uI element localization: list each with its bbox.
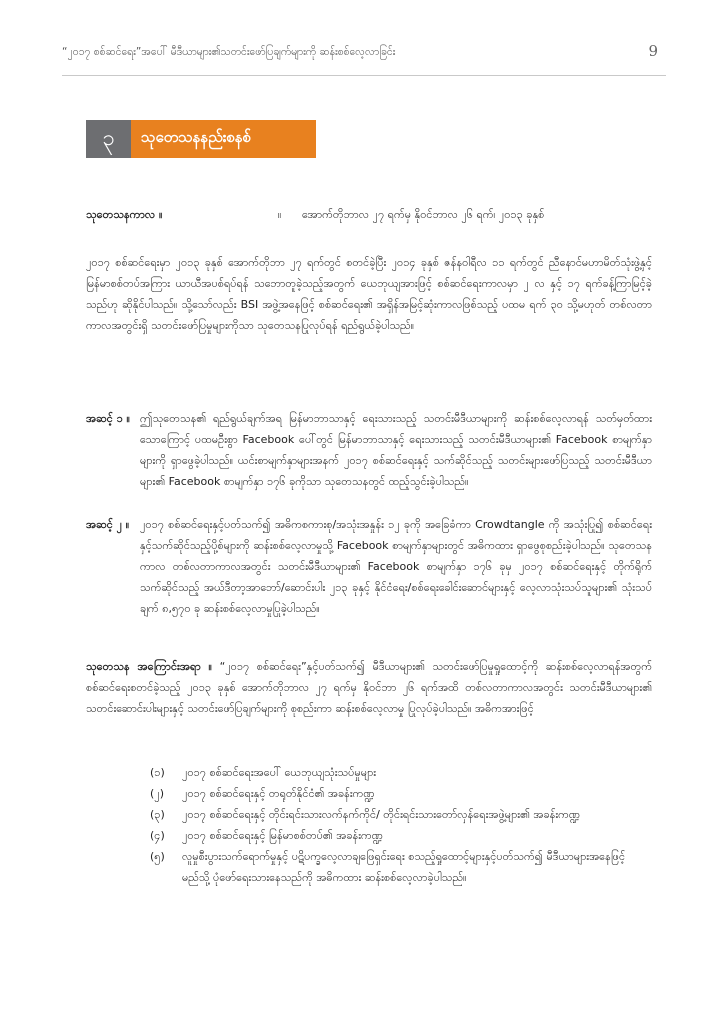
list-item [150,825,650,846]
research-period-row [86,204,652,225]
list-item-text: ၂၀၁၇ စစ်ဆင်ရေးနှင့် တရုတ်နိုင်ငံ၏ အခန်းကဏ္ဍ [182,787,375,800]
list-item [150,783,650,804]
step-2-label: အဆင့် ၂ ။ [86,518,130,531]
list-item-marker: (၅) [150,850,165,863]
research-period [86,204,652,225]
topics-list [150,762,650,888]
header-divider [62,75,666,76]
list-item-text: ၂၀၁၇ စစ်ဆင်ရေးနှင့် တိုင်းရင်းသားလက်နက်ကိုင်/ တိုင်းရင်းသားတော်လှန်ရေးအဖွဲ့များ၏ အခန်းကဏ္ဍ [182,808,580,821]
list-item-marker: (၃) [150,808,165,821]
section-number: ၃ [86,120,131,158]
step-2 [86,514,652,619]
step-2-text: ၂၀၁၇ စစ်ဆင်ရေးနှင့်ပတ်သက်၍ အဓိကစကားစု/အသုံးအနှုန်း ၁၂ ခုကို အခြေခံကာ Crowdtangle ကို အသုံးပြု၍ စစ်ဆင်ရေးနှင့်သက်ဆိုင်သည့်ပို့စ်များကို ဆန်းစစ်လေ့လာမှုသို့ Facebook စာမျက်နှာများတွင် အဓိကထား ရှာဖွေစုစည်းခဲ့ပါသည်။ သုတေသနကာလ တစ်လတာကာလအတွင်း သတင်းမီဒီယာများ၏ Facebook စာမျက်နှာ ၁၇၆ ခုမှ ၂၀၁၇ စစ်ဆင်ရေးနှင့် တိုက်ရိုက်သက်ဆိုင်သည့် အယ်ဒီတာ့အာဘော်/ဆောင်းပါး ၂၁၃ ခုနှင့် နိုင်ငံရေး/စစ်ရေးခေါင်းဆောင်များနှင့် လေ့လာသုံးသပ်သူများ၏ သုံးသပ်ချက် ၈,၅၇၀ ခု ဆန်းစစ်လေ့လာမှုပြုခဲ့ပါသည်။ [140,518,653,615]
research-topics [86,656,652,719]
section-banner [86,120,316,158]
list-item [150,762,650,783]
list-item-text: လူမှုစီးပွားသက်ရောက်မှုနှင့် ပဋိပက္ခလေ့လာချဖြေရှင်းရေး စသည့်ရှုထောင့်များနှင့်ပတ်သက်၍ မီဒီယာများအနေဖြင့် မည်သို့ ပုံဖော်ရေးသားနေသည်ကို အဓိကထား ဆန်းစစ်လေ့လာခဲ့ပါသည်။ [182,850,626,884]
list-item [150,846,650,888]
header-title: “၂၀၁၇ စစ်ဆင်ရေး”အပေါ် မီဒီယာများ၏သတင်းဖော်ပြချက်များကို ဆန်းစစ်လေ့လာခြင်း [62,46,396,58]
intro-paragraph [86,252,652,336]
list-item-marker: (၁) [150,766,165,779]
research-period-value: အောက်တိုဘာလ ၂၇ ရက်မှ နိုဝင်ဘာလ ၂၆ ရက်၊ ၂၀၁၃ ခုနှစ် [302,208,545,221]
topics-intro [86,656,652,719]
step-1-label: အဆင့် ၁ ။ [86,412,131,425]
list-item [150,804,650,825]
page-number: 9 [648,42,658,60]
intro-text: ၂၀၁၇ စစ်ဆင်ရေးမှာ ၂၀၁၃ ခုနှစ် အောက်တိုဘာ ၂၇ ရက်တွင် စတင်ခဲ့ပြီး ၂၀၁၄ ခုနှစ် ဇန်နဝါရီလ ၁၁ ရက်တွင် ညီနောင်မဟာမိတ်သုံးဖွဲ့နှင့် မြန်မာစစ်တပ်အကြား ယာယီအပစ်ရပ်ရန် သဘောတူခဲ့သည့်အတွက် ယေဘုယျအားဖြင့် စစ်ဆင်ရေးကာလမှာ ၂ လ နှင့် ၁၇ ရက်ခန့်ကြာမြင့်ခဲ့သည်ဟု ဆိုနိုင်ပါသည်။ သို့သော်လည်း BSI အဖွဲ့အနေဖြင့် စစ်ဆင်ရေး၏ အရှိန်အမြင့်ဆုံးကာလဖြစ်သည့် ပထမ ရက် ၃၀ သို့မဟုတ် တစ်လတာကာလအတွင်းရှိ သတင်းဖော်ပြမှုများကိုသာ သုတေသနပြုလုပ်ရန် ရည်ရွယ်ခဲ့ပါသည်။ [86,256,652,332]
list-item-text: ၂၀၁၇ စစ်ဆင်ရေးအပေါ် ယေဘုယျသုံးသပ်မှုများ [182,766,377,779]
list-item-text: ၂၀၁၇ စစ်ဆင်ရေးနှင့် မြန်မာစစ်တပ်၏ အခန်းကဏ္ဍ [182,829,383,842]
section-title: သုတေသနနည်းစနစ် [131,120,316,158]
topics-intro-text: “၂၀၁၇ စစ်ဆင်ရေး”နှင့်ပတ်သက်၍ မီဒီယာများ၏ သတင်းဖော်ပြမှုရှုထောင့်ကို ဆန်းစစ်လေ့လာရန်အတွက် စစ်ဆင်ရေးစတင်ခဲ့သည့် ၂၀၁၃ ခုနှစ် အောက်တိုဘာလ ၂၇ ရက်မှ နိုဝင်ဘာ ၂၆ ရက်အထိ တစ်လတာကာလအတွင်း သတင်းမီဒီယာများ၏ သတင်းဆောင်းပါးများနှင့် သတင်းဖော်ပြချက်များကို စုစည်းကာ ဆန်းစစ်လေ့လာမှု ပြုလုပ်ခဲ့ပါသည်။ အဓိကအားဖြင့် [86,660,653,715]
step-1 [86,408,652,492]
list-item-marker: (၄) [150,829,165,842]
step-1-text: ဤသုတေသန၏ ရည်ရွယ်ချက်အရ မြန်မာဘာသာနှင့် ရေးသားသည့် သတင်းမီဒီယာများကို ဆန်းစစ်လေ့လာရန် သတ်မှတ်ထားသောကြောင့် ပထမဦးစွာ Facebook ပေါ်တွင် မြန်မာဘာသာနှင့် ရေးသားသည့် သတင်းမီဒီယာများ၏ Facebook စာမျက်နှာများကို ရှာဖွေခဲ့ပါသည်။ ယင်းစာမျက်နှာများအနက် ၂၀၁၇ စစ်ဆင်ရေးနှင့် သက်ဆိုင်သည့် သတင်းများဖော်ပြသည့် သတင်းမီဒီယာများ၏ Facebook စာမျက်နှာ ၁၇၆ ခုကိုသာ သုတေသနတွင် ထည့်သွင်းခဲ့ပါသည်။ [140,412,652,488]
list-item-marker: (၂) [150,787,164,800]
topics-label: သုတေသန အကြောင်းအရာ ။ [86,660,212,673]
research-period-separator: ။ [278,208,282,221]
research-period-label: သုတေသနကာလ ။ [86,208,163,221]
